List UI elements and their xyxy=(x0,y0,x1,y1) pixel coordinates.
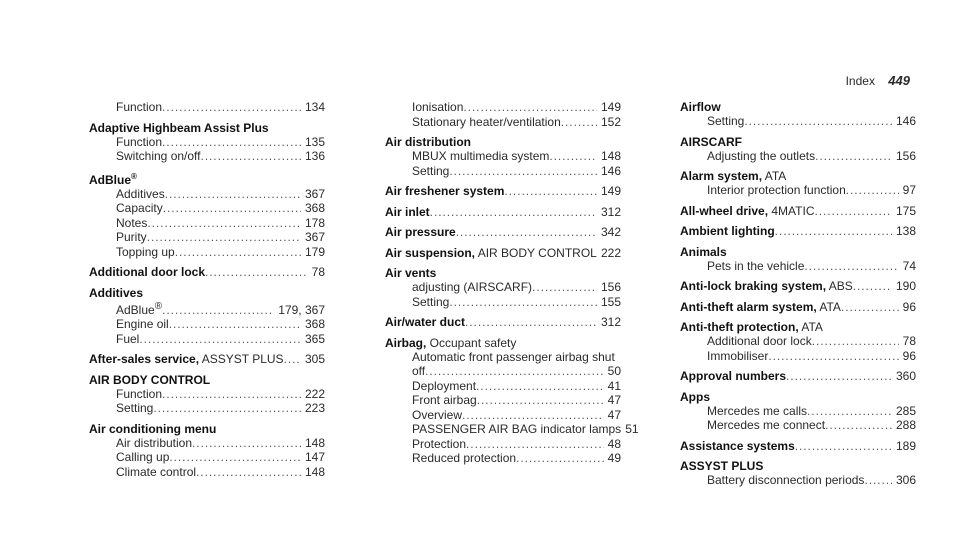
index-subentry: Pets in the vehicle . . . 74 xyxy=(680,259,916,274)
page-ref: 138 xyxy=(895,224,916,238)
page-ref: 147 xyxy=(304,450,325,464)
page-ref: 223 xyxy=(304,401,325,415)
index-heading: Anti-theft alarm system, ATA . . . 96 xyxy=(680,300,916,315)
index-subentry: Stationary heater/ventilation . . . 152 xyxy=(385,115,621,130)
index-subentry: Battery disconnection periods . . . 306 xyxy=(680,473,916,488)
index-subentry: Deployment . . . 41 xyxy=(385,379,621,394)
index-entry xyxy=(680,439,916,454)
index-subentry: Additional door lock . . . 78 xyxy=(680,334,916,349)
index-entry xyxy=(680,459,916,488)
index-column-1 xyxy=(89,100,325,485)
index-subentry: Function . . . 135 xyxy=(89,135,325,150)
index-entry xyxy=(89,373,325,416)
page-ref: 74 xyxy=(902,258,916,273)
index-heading: Apps xyxy=(680,389,710,404)
index-entry xyxy=(89,422,325,480)
index-entry xyxy=(385,225,621,240)
index-heading: Alarm system, ATA xyxy=(680,169,787,183)
index-heading: Air/water duct . . . 312 xyxy=(385,315,621,330)
page-ref: 190 xyxy=(895,279,916,293)
index-heading: Animals xyxy=(680,244,727,259)
page-ref: 51 xyxy=(625,422,639,436)
index-subentry: Topping up . . . 179 xyxy=(89,245,325,260)
index-heading: All-wheel drive, 4MATIC . . . 175 xyxy=(680,204,916,219)
index-entry xyxy=(680,320,916,363)
page-ref: 178 xyxy=(304,215,325,230)
page-ref: 135 xyxy=(304,134,325,149)
index-subentry: MBUX multimedia system . . . 148 xyxy=(385,149,621,164)
index-subentry: Mercedes me connect . . . 288 xyxy=(680,418,916,433)
index-subentry: Adjusting the outlets . . . 156 xyxy=(680,149,916,164)
page-ref: 148 xyxy=(304,464,325,479)
index-subentry: Function . . . 134 xyxy=(89,100,325,115)
page-ref: 305 xyxy=(304,352,325,366)
index-heading: Airbag, Occupant safety xyxy=(385,335,517,350)
page-ref: 312 xyxy=(600,315,621,329)
page-ref: 368 xyxy=(304,201,325,215)
page-ref: 146 xyxy=(600,163,621,178)
index-subentry: Interior protection function . . . 97 xyxy=(680,183,916,198)
page-number: 449 xyxy=(888,73,910,88)
index-entry xyxy=(385,315,621,330)
page-ref: 189 xyxy=(895,438,916,453)
index-heading: Air inlet . . . 312 xyxy=(385,205,621,220)
page-ref: 134 xyxy=(304,100,325,114)
index-heading: Adaptive Highbeam Assist Plus xyxy=(89,120,269,135)
page-ref: 47 xyxy=(607,407,621,422)
index-subentry: Immobiliser . . . 96 xyxy=(680,349,916,364)
page-ref: 78 xyxy=(902,334,916,348)
page-header xyxy=(846,73,910,88)
index-subentry: Function . . . 222 xyxy=(89,387,325,402)
index-entry xyxy=(680,279,916,294)
index-entry xyxy=(680,100,916,129)
page-ref: 148 xyxy=(600,149,621,163)
page-ref: 78 xyxy=(311,265,325,279)
index-entry xyxy=(385,100,621,129)
index-subentry: Purity . . . 367 xyxy=(89,230,325,245)
page-ref: 156 xyxy=(895,148,916,163)
page-ref: 285 xyxy=(895,403,916,418)
index-heading: Anti-theft protection, ATA xyxy=(680,320,823,334)
page-ref: 312 xyxy=(600,204,621,219)
page-ref: 152 xyxy=(600,114,621,129)
index-entry xyxy=(680,369,916,384)
index-heading: Air vents xyxy=(385,266,437,280)
index-entry xyxy=(680,390,916,433)
index-heading: AdBlue® xyxy=(89,171,137,187)
index-entry xyxy=(385,184,621,199)
index-subentry: Reduced protection . . . 49 xyxy=(385,451,621,466)
index-subentry: Capacity . . . 368 xyxy=(89,201,325,216)
index-subentry: Calling up . . . 147 xyxy=(89,450,325,465)
index-heading: Air freshener system . . . 149 xyxy=(385,184,621,199)
page-ref: 148 xyxy=(304,435,325,450)
index-entry xyxy=(385,335,639,466)
page-ref: 41 xyxy=(607,378,621,393)
index-subentry: Protection . . . 48 xyxy=(385,437,621,452)
index-subentry: Switching on/off . . . 136 xyxy=(89,149,325,164)
index-subentry: AdBlue® . . . 179, 367 xyxy=(89,300,325,318)
index-heading: Air conditioning menu xyxy=(89,421,217,436)
index-heading: Anti-lock braking system, ABS . . . 190 xyxy=(680,279,916,294)
page-ref: 146 xyxy=(895,114,916,128)
index-subentry: Front airbag . . . 47 xyxy=(385,393,621,408)
index-subentry: PASSENGER AIR BAG indicator lamps 51 xyxy=(412,422,639,436)
index-subentry: Fuel . . . 365 xyxy=(89,332,325,347)
section-title: Index xyxy=(845,74,875,88)
page-ref: 155 xyxy=(600,294,621,309)
page-ref: 156 xyxy=(600,280,621,294)
page-ref: 179, 367 xyxy=(278,302,325,317)
page-ref: 97 xyxy=(902,183,916,197)
index-heading: Assistance systems . . . 189 xyxy=(680,439,916,454)
page-ref: 136 xyxy=(304,149,325,163)
index-subentry-text: Automatic front passenger airbag shut xyxy=(412,349,615,364)
index-heading: Air pressure . . . 342 xyxy=(385,225,621,240)
page-ref: 149 xyxy=(600,100,621,114)
index-column-3 xyxy=(680,100,916,494)
index-entry xyxy=(385,246,621,261)
index-subentry: Ionisation . . . 149 xyxy=(385,100,621,115)
page-ref: 96 xyxy=(902,299,916,314)
index-heading: Air distribution xyxy=(385,135,471,149)
index-heading: Ambient lighting . . . 138 xyxy=(680,224,916,239)
page-ref: 306 xyxy=(895,473,916,487)
page-ref: 365 xyxy=(304,331,325,346)
page-ref: 47 xyxy=(607,393,621,407)
index-heading: AIRSCARF xyxy=(680,134,742,149)
index-subentry: Setting . . . 146 xyxy=(680,114,916,129)
page-ref: 175 xyxy=(895,203,916,218)
index-subentry: Setting . . . 223 xyxy=(89,401,325,416)
index-subentry: Overview . . . 47 xyxy=(385,408,621,423)
index-heading: ASSYST PLUS xyxy=(680,459,764,473)
page-ref: 342 xyxy=(600,225,621,239)
index-column-2 xyxy=(385,100,639,472)
index-subentry: Additives . . . 367 xyxy=(89,187,325,202)
index-entry xyxy=(89,170,325,260)
page-ref: 368 xyxy=(304,317,325,331)
index-entry xyxy=(680,224,916,239)
index-heading: Additional door lock . . . 78 xyxy=(89,265,325,280)
index-heading: Air suspension, AIR BODY CONTROL . . . 222 xyxy=(385,246,621,261)
page-ref: 360 xyxy=(895,369,916,383)
index-heading: Approval numbers . . . 360 xyxy=(680,369,916,384)
page-ref: 50 xyxy=(607,364,621,378)
index-subentry: Notes . . . 178 xyxy=(89,216,325,231)
index-subentry: Setting . . . 155 xyxy=(385,295,621,310)
index-entry xyxy=(680,204,916,219)
page-ref: 48 xyxy=(607,436,621,451)
index-subentry: Setting . . . 146 xyxy=(385,164,621,179)
index-subentry: Climate control . . . 148 xyxy=(89,465,325,480)
index-entry xyxy=(385,135,621,178)
index-entry xyxy=(680,135,916,164)
page-ref: 149 xyxy=(600,184,621,198)
index-heading: AIR BODY CONTROL xyxy=(89,372,211,387)
page-ref: 367 xyxy=(304,230,325,244)
index-subentry: adjusting (AIRSCARF) . . . 156 xyxy=(385,280,621,295)
index-entry xyxy=(680,245,916,274)
index-entry xyxy=(89,121,325,164)
page-ref: 96 xyxy=(902,348,916,363)
page-ref: 367 xyxy=(304,186,325,201)
index-entry xyxy=(89,352,325,367)
index-subentry: Mercedes me calls . . . 285 xyxy=(680,404,916,419)
page-ref: 222 xyxy=(304,386,325,401)
page-ref: 49 xyxy=(607,451,621,465)
index-entry xyxy=(89,265,325,280)
index-heading: Additives xyxy=(89,285,144,300)
page-ref: 288 xyxy=(895,418,916,432)
page-ref: 222 xyxy=(600,245,621,260)
index-entry xyxy=(385,205,621,220)
index-entry xyxy=(89,286,325,347)
index-subentry: Engine oil . . . 368 xyxy=(89,317,325,332)
index-subentry: Air distribution . . . 148 xyxy=(89,436,325,451)
page-ref: 179 xyxy=(304,244,325,259)
index-entry xyxy=(680,300,916,315)
index-subentry: off . . . 50 xyxy=(385,364,621,379)
index-entry xyxy=(385,266,621,309)
index-entry xyxy=(89,100,325,115)
index-entry xyxy=(680,169,916,198)
index-heading: Airflow xyxy=(680,100,721,114)
index-heading: After-sales service, ASSYST PLUS . . . 305 xyxy=(89,352,325,367)
